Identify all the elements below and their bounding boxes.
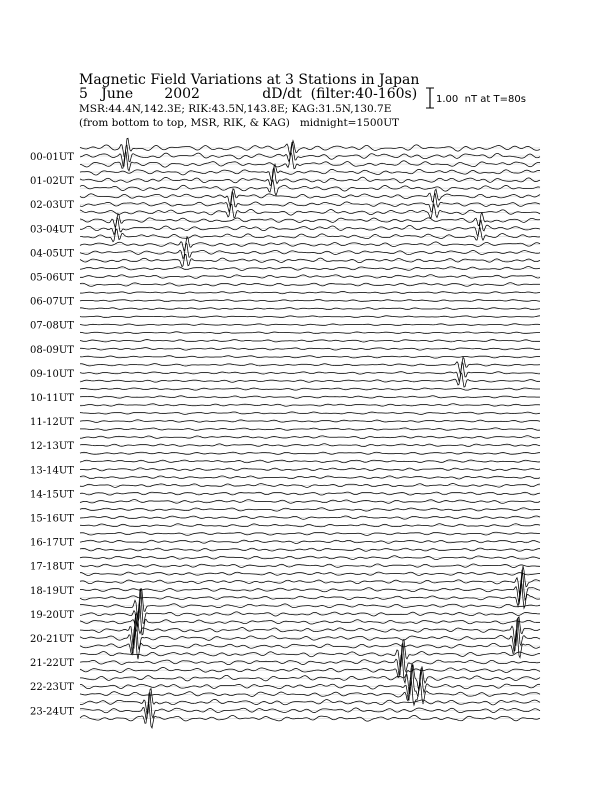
hour-row-label: 11-12UT (30, 417, 74, 429)
hour-row-label: 12-13UT (30, 441, 74, 453)
station-trace (80, 213, 540, 227)
hour-row-label: 02-03UT (30, 200, 74, 212)
hour-row-label: 00-01UT (30, 152, 74, 163)
station-trace (80, 665, 540, 695)
chart-title: Magnetic Field Variations at 3 Stations in Japan (79, 72, 420, 88)
hour-row-label: 08-09UT (30, 344, 74, 356)
station-trace (80, 580, 540, 608)
station-trace (80, 138, 540, 156)
scale-bar-label: 1.00 nT at T=80s (436, 94, 526, 105)
station-trace (80, 524, 540, 527)
station-trace (80, 291, 540, 293)
hour-row-label: 01-02UT (30, 176, 74, 188)
station-trace (80, 237, 540, 251)
station-trace (80, 614, 540, 654)
station-trace (80, 167, 540, 185)
station-coordinates: MSR:44.4N,142.3E; RIK:43.5N,143.8E; KAG:31.5N,130.7E (79, 103, 392, 115)
hour-row-label: 06-07UT (30, 296, 74, 308)
hour-row-label: 21-22UT (30, 658, 74, 670)
station-trace (80, 640, 540, 668)
date-filter-line: 5 June 2002 dD/dt (filter:40-160s) (79, 86, 418, 102)
hour-row-label: 13-14UT (30, 465, 74, 477)
hour-row-label: 16-17UT (30, 537, 74, 549)
station-trace (80, 388, 540, 390)
hour-row-label: 20-21UT (30, 634, 74, 645)
station-trace (80, 704, 540, 728)
hour-row-label: 18-19UT (30, 585, 74, 597)
station-trace (80, 373, 540, 387)
station-trace (80, 468, 540, 471)
hour-row-label: 22-23UT (30, 682, 74, 694)
station-trace (80, 332, 540, 334)
hour-row-label: 09-10UT (30, 368, 74, 380)
hour-row-label: 07-08UT (30, 320, 74, 332)
hour-row-label: 05-06UT (30, 272, 74, 284)
station-trace (80, 204, 540, 218)
hour-row-label: 19-20UT (30, 609, 74, 621)
station-trace (80, 611, 540, 647)
station-trace (80, 570, 540, 605)
station-trace (80, 180, 540, 195)
hour-row-label: 17-18UT (30, 561, 74, 573)
station-trace (80, 588, 540, 622)
hour-row-label: 23-24UT (30, 706, 74, 718)
hour-row-label: 15-16UT (30, 513, 74, 525)
station-trace (80, 164, 540, 181)
hour-row-label: 03-04UT (30, 224, 74, 236)
hour-row-label: 14-15UT (30, 489, 74, 501)
station-trace (80, 192, 540, 212)
station-trace (80, 228, 540, 242)
station-order-note: (from bottom to top, MSR, RIK, & KAG) midnight=1500UT (79, 117, 400, 129)
hour-row-label: 04-05UT (30, 248, 74, 260)
hour-row-label: 10-11UT (30, 393, 74, 404)
